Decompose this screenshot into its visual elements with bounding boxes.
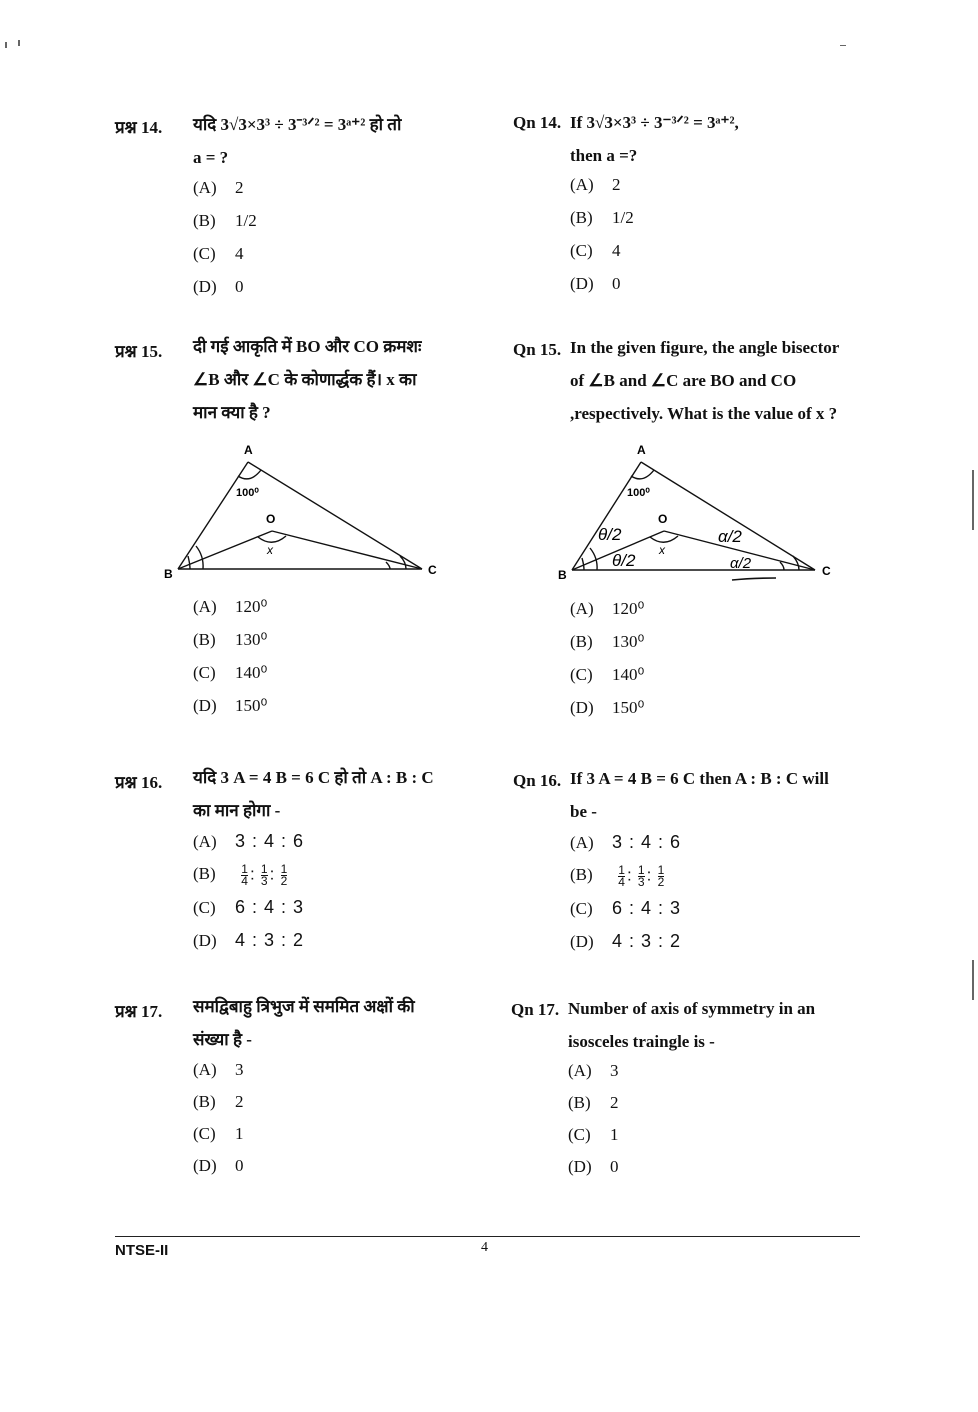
handwritten-annotation: θ/2 [598, 525, 622, 544]
option [193, 696, 267, 729]
question-line: यदि 3 A = 4 B = 6 C हो तो A : B : C [193, 768, 434, 787]
option [570, 274, 634, 307]
fraction [658, 865, 665, 888]
question-line: If 3√3×3³ ÷ 3⁻³ᐟ² = 3ᵃ⁺², [570, 113, 739, 132]
option-text: 150⁰ [235, 696, 268, 715]
question-number: Qn 17. [511, 1000, 560, 1019]
vertex-label-o: O [658, 512, 668, 526]
fraction [618, 865, 625, 888]
numerator: 1 [618, 863, 625, 877]
option-label: (A) [193, 832, 217, 851]
angle-c-arc [780, 562, 784, 570]
question-line: a = ? [193, 148, 229, 167]
option [570, 632, 644, 665]
footer-exam-name: NTSE-II [115, 1242, 169, 1259]
ratio-separator: : [626, 865, 632, 885]
fraction [638, 865, 645, 888]
denominator: 3 [260, 874, 268, 888]
option [570, 698, 644, 731]
option [570, 241, 634, 274]
question-line: then a =? [570, 146, 638, 165]
option [193, 1060, 244, 1092]
option-text: 3 : 4 : 6 [235, 831, 305, 851]
option-label: (C) [193, 1124, 216, 1143]
handwritten-annotation: θ/2 [612, 551, 636, 570]
option-label: (B) [570, 208, 593, 227]
angle-c-arc [386, 562, 390, 569]
option [193, 831, 304, 864]
option [568, 1157, 619, 1189]
bisector-bo [178, 531, 272, 569]
option [193, 211, 257, 244]
option-label: (C) [193, 244, 216, 263]
option-label: (C) [570, 665, 593, 684]
question-line: ,respectively. What is the value of x ? [570, 404, 838, 423]
question-number: Qn 14. [513, 113, 562, 132]
option [570, 931, 681, 964]
option-label: (C) [193, 898, 216, 917]
option-label: (B) [568, 1093, 591, 1112]
vertex-label-b: B [164, 567, 173, 581]
option-label: (D) [193, 277, 217, 296]
option [193, 277, 257, 310]
question-text [193, 330, 478, 429]
question-line: यदि 3√3×3³ ÷ 3⁻³ᐟ² = 3ᵃ⁺² हो तो [193, 115, 402, 134]
option-text: 3 [235, 1060, 244, 1079]
option-label: (D) [193, 696, 217, 715]
question-text [193, 761, 483, 827]
option-label: (D) [570, 932, 594, 951]
options-list [193, 831, 304, 963]
option-label: (C) [568, 1125, 591, 1144]
option-text: 0 [612, 274, 621, 293]
option-text: 140⁰ [612, 665, 645, 684]
vertex-label-a: A [244, 443, 253, 457]
angle-a-value: 100⁰ [236, 487, 259, 499]
options-list [193, 178, 257, 310]
option [570, 208, 634, 241]
question-number: प्रश्न 15. [115, 342, 163, 361]
option-label: (A) [570, 175, 594, 194]
angle-a-value: 100⁰ [627, 487, 650, 499]
question-line: isosceles traingle is - [568, 1032, 715, 1051]
denominator: 2 [657, 875, 665, 889]
numerator: 1 [637, 863, 645, 877]
option-text: 140⁰ [235, 663, 268, 682]
option-text: 0 [610, 1157, 619, 1176]
question-line: Number of axis of symmetry in an [568, 999, 816, 1018]
option [193, 930, 304, 963]
fraction [261, 864, 268, 887]
option [570, 665, 644, 698]
option [568, 1125, 619, 1157]
option-label: (C) [570, 899, 593, 918]
question-text [570, 106, 870, 172]
option-text: 6 : 4 : 3 [612, 898, 682, 918]
fraction [241, 864, 248, 887]
numerator: 1 [280, 862, 288, 876]
question-number: Qn 16. [513, 771, 562, 790]
question-number: प्रश्न 16. [115, 773, 163, 792]
handwritten-underline [732, 578, 776, 580]
handwritten-annotation: α/2 [730, 555, 752, 572]
options-list [193, 1060, 244, 1188]
denominator: 4 [618, 875, 625, 889]
numerator: 1 [657, 863, 665, 877]
question-text [193, 108, 493, 174]
bisector-co [272, 531, 422, 569]
question-line: दी गई आकृति में BO और CO क्रमशः [193, 337, 422, 356]
question-line: मान क्या है ? [193, 403, 271, 422]
options-list [570, 175, 634, 307]
option [570, 898, 681, 931]
vertex-label-b: B [558, 568, 567, 582]
angle-b-arc [590, 548, 597, 570]
scan-mark [840, 45, 846, 46]
option [193, 1156, 244, 1188]
option-text: 3 : 4 : 6 [612, 832, 682, 852]
question-line: of ∠B and ∠C are BO and CO [570, 371, 797, 390]
option-text: 4 : 3 : 2 [612, 931, 682, 951]
question-text [568, 992, 868, 1058]
option-text: 2 [610, 1093, 619, 1112]
options-list [568, 1061, 619, 1189]
option-text: 2 [235, 1092, 244, 1111]
question-number: प्रश्न 14. [115, 118, 163, 137]
triangle-figure [160, 438, 450, 588]
option-label: (A) [193, 597, 217, 616]
question-text [193, 990, 483, 1056]
option-text: 4 [612, 241, 621, 260]
scan-mark [18, 40, 20, 46]
option [568, 1061, 619, 1093]
option-label: (B) [570, 865, 593, 885]
option [193, 864, 304, 897]
option [193, 597, 267, 630]
option [193, 630, 267, 663]
option [570, 832, 681, 865]
denominator: 2 [280, 874, 288, 888]
option-label: (A) [193, 178, 217, 197]
numerator: 1 [260, 862, 268, 876]
vertex-label-c: C [822, 564, 831, 578]
option-text: 4 [235, 244, 244, 263]
option-label: (B) [193, 211, 216, 230]
option [193, 1124, 244, 1156]
option-label: (A) [193, 1060, 217, 1079]
options-list [570, 599, 644, 731]
angle-x-label: x [659, 543, 665, 557]
option [193, 897, 304, 930]
scan-mark [972, 470, 974, 530]
option-text: 1/2 [612, 208, 634, 227]
option [570, 599, 644, 632]
fraction [281, 864, 288, 887]
option-text: 4 : 3 : 2 [235, 930, 305, 950]
option-text: 1 [610, 1125, 619, 1144]
question-text [570, 762, 870, 828]
vertex-label-c: C [428, 563, 437, 577]
option-text: 150⁰ [612, 698, 645, 717]
option-text: 6 : 4 : 3 [235, 897, 305, 917]
option-label: (B) [193, 630, 216, 649]
angle-b-arc [188, 556, 190, 569]
option-text: 1 [235, 1124, 244, 1143]
ratio-separator: : [269, 864, 275, 884]
option-label: (B) [570, 632, 593, 651]
option-label: (A) [570, 833, 594, 852]
angle-b-arc [196, 546, 203, 569]
question-number: Qn 15. [513, 340, 562, 359]
option-text: 3 [610, 1061, 619, 1080]
side-ab [178, 462, 248, 569]
handwritten-annotation: α/2 [718, 527, 742, 546]
option-label: (C) [193, 663, 216, 682]
question-line: If 3 A = 4 B = 6 C then A : B : C will [570, 769, 829, 788]
option-text: 130⁰ [612, 632, 645, 651]
question-line: ∠B और ∠C के कोणार्द्धक हैं। x का [193, 370, 417, 389]
option-label: (D) [193, 1156, 217, 1175]
angle-o-arc [650, 536, 678, 542]
denominator: 4 [241, 874, 248, 888]
option-label: (A) [570, 599, 594, 618]
option-text: 2 [612, 175, 621, 194]
ratio-separator: : [249, 864, 255, 884]
option [570, 865, 681, 898]
question-line: In the given figure, the angle bisector [570, 338, 840, 357]
option [193, 178, 257, 211]
option [193, 244, 257, 277]
scan-mark [972, 960, 974, 1000]
page-number: 4 [481, 1240, 488, 1255]
question-number: प्रश्न 17. [115, 1002, 163, 1021]
question-line: का मान होगा - [193, 801, 281, 820]
angle-o-arc [258, 536, 286, 542]
option-text: 120⁰ [612, 599, 645, 618]
option-label: (B) [193, 864, 216, 884]
option-label: (D) [193, 931, 217, 950]
vertex-label-a: A [637, 443, 646, 457]
option-label: (D) [570, 698, 594, 717]
option [568, 1093, 619, 1125]
scan-mark [5, 42, 7, 48]
option-label: (B) [193, 1092, 216, 1111]
ratio-separator: : [646, 865, 652, 885]
option [193, 663, 267, 696]
denominator: 3 [637, 875, 645, 889]
option-text: 1/2 [235, 211, 257, 230]
angle-x-label: x [267, 543, 273, 557]
option-text: 0 [235, 1156, 244, 1175]
option [570, 175, 634, 208]
options-list [570, 832, 681, 964]
option [193, 1092, 244, 1124]
question-line: be - [570, 802, 597, 821]
triangle-figure [552, 438, 852, 588]
angle-b-arc [582, 558, 584, 570]
question-line: समद्विबाहु त्रिभुज में सममित अक्षों की [193, 997, 415, 1016]
option-text: 0 [235, 277, 244, 296]
vertex-label-o: O [266, 512, 276, 526]
question-line: संख्या है - [193, 1030, 252, 1049]
option-text: 120⁰ [235, 597, 268, 616]
option-label: (D) [568, 1157, 592, 1176]
option-label: (C) [570, 241, 593, 260]
numerator: 1 [241, 862, 248, 876]
option-text: 2 [235, 178, 244, 197]
question-text [570, 331, 870, 430]
option-text: 130⁰ [235, 630, 268, 649]
footer-rule [115, 1236, 860, 1237]
option-label: (D) [570, 274, 594, 293]
options-list [193, 597, 267, 729]
option-label: (A) [568, 1061, 592, 1080]
